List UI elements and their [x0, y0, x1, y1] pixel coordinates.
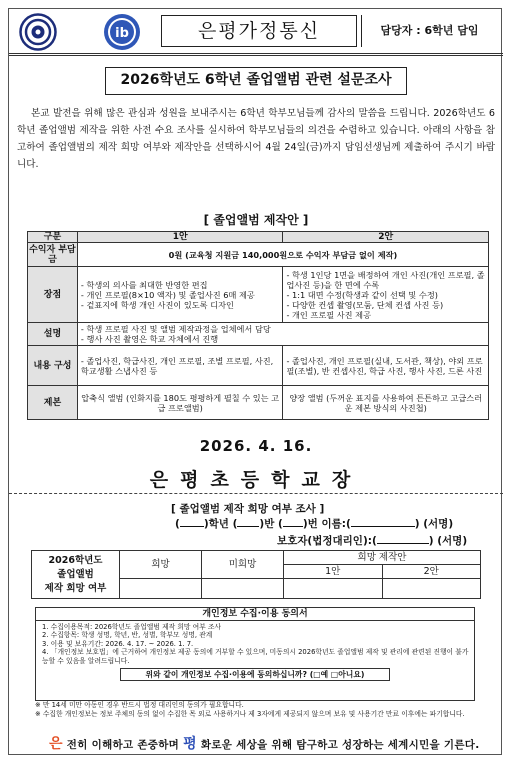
- list-item: - 졸업사진, 학급사진, 개인 프로필, 조별 프로필, 사진, 학교생활 스냅사진 등: [81, 356, 280, 376]
- motto-initial: 평: [183, 736, 197, 752]
- paren-open: (: [371, 535, 377, 547]
- guardian-field[interactable]: [377, 543, 429, 544]
- plan2-binding: 양장 앨범 (두꺼운 표지를 사용하여 튼튼하고 고급스러운 제본 방식의 사진첩): [283, 386, 489, 420]
- number-label: 번: [307, 518, 318, 530]
- row-label: 수익자 부담금: [29, 244, 76, 265]
- row-label: 장점: [28, 267, 78, 323]
- cut-line: [9, 493, 503, 494]
- plan1-checkbox-cell[interactable]: [284, 579, 383, 599]
- survey-title: 2026학년도 6학년 졸업앨범 관련 설문조사: [105, 67, 407, 95]
- plan-header: 희망 제작안: [284, 551, 481, 565]
- consent-no-checkbox[interactable]: □아니요: [330, 670, 361, 680]
- paren-open: (: [175, 518, 180, 530]
- number-field[interactable]: [283, 526, 303, 527]
- list-item: - 개인 프로필(8×10 액자) 및 졸업사진 6매 제공: [81, 290, 280, 300]
- not-want-header: 미희망: [202, 551, 284, 579]
- school-principal: 은평초등학교장: [149, 469, 363, 491]
- name-label: 이름:: [321, 518, 346, 530]
- paren-close: ): [203, 518, 209, 530]
- list-item: 3. 이용 및 보유기간: 2026. 4. 17. ~ 2026. 1. 7.: [42, 639, 194, 648]
- header: [9, 9, 503, 53]
- svg-text:ib: ib: [115, 26, 129, 41]
- list-item: - 행사 사진 촬영은 학교 자체에서 진행: [81, 334, 485, 344]
- newsletter-title: 은평가정통신: [161, 15, 357, 47]
- paren-close: ): [414, 518, 420, 530]
- table-row: [28, 323, 489, 346]
- intro-paragraph: 본교 발전을 위해 많은 관심과 성원을 보내주시는 6학년 학부모님들께 감사의 말씀을 드립니다. 2026학년도 6학년 졸업앨범 제작을 위한 사전 수요 조사를 실시하여 학부모님들의 의견을 수렴하고 있습니다. 아래의 사항을 참고하여 졸업앨범의 제작 희망 여부와 제작안을 선택하시어 4월 24일(금)까지 담임선생님께 제출하여 주시기 바랍니다.: [17, 108, 495, 170]
- plan1-header: 1안: [284, 565, 383, 579]
- header-divider: [9, 53, 503, 56]
- table-row: [28, 243, 489, 267]
- name-field[interactable]: [351, 526, 415, 527]
- school-motto: 은 전히 이해하고 존중하며 평 화로운 세상을 위해 탐구하고 성장하는 세계시민을 기른다.: [49, 736, 480, 752]
- grade-field[interactable]: [180, 526, 204, 527]
- paren-close: ): [259, 518, 265, 530]
- table-row: [28, 346, 489, 386]
- list-item: - 다양한 컨셉 촬영(모둠, 단체 컨셉 사진 등): [286, 300, 485, 310]
- plan1-contents: [77, 346, 283, 386]
- section-heading: [ 졸업앨범 제작안 ]: [203, 213, 309, 227]
- column-header: 구분: [28, 232, 78, 243]
- plan2-checkbox-cell[interactable]: [382, 579, 481, 599]
- reply-heading: [ 졸업앨범 제작 희망 여부 조사 ]: [171, 503, 325, 515]
- album-plan-comparison-table: [27, 231, 489, 420]
- table-header-row: [28, 232, 489, 243]
- class-label: 반: [264, 518, 275, 530]
- sign-label: (서명): [437, 535, 468, 547]
- note-item: ※ 만 14세 미만 아동인 경우 반드시 법정 대리인의 동의가 필요합니다.: [35, 701, 244, 709]
- paren-close: ): [302, 518, 308, 530]
- description-cell: [77, 323, 488, 346]
- paren-open: (: [345, 518, 351, 530]
- paren-open: (: [278, 518, 283, 530]
- sign-label: (서명): [423, 518, 454, 530]
- list-item: - 졸업사진, 개인 프로필(실내, 도서관, 책상), 야외 프로필(조별), 반 컨셉사진, 학급 사진, 행사 사진, 드론 사진: [286, 356, 485, 376]
- notes: [35, 701, 475, 718]
- issue-date: 2026. 4. 16.: [199, 437, 313, 455]
- list-item: 2. 수집항목: 학생 성명, 학년, 반, 성별, 학부모 성명, 관계: [42, 631, 213, 640]
- list-item: - 1:1 대면 수정(학생과 같이 선택 및 수정): [286, 290, 485, 300]
- table-row: [28, 386, 489, 420]
- plan2-advantages: [283, 267, 489, 323]
- table-row: [28, 267, 489, 323]
- teacher-in-charge: 담당자 : 6학년 담임: [361, 15, 497, 47]
- column-header: 1안: [77, 232, 283, 243]
- list-item: - 겉표지에 학생 개인 사진이 있도록 디자인: [81, 300, 280, 310]
- ib-world-school-icon: [103, 13, 141, 51]
- consent-yes-checkbox[interactable]: □예: [313, 670, 329, 680]
- school-emblem-icon: [19, 13, 57, 51]
- plan2-contents: [283, 346, 489, 386]
- privacy-heading: 개인정보 수집·이용 동의서: [36, 608, 474, 621]
- list-item: - 학생 프로필 사진 및 앨범 제작과정을 업체에서 담당: [81, 324, 485, 334]
- student-info-line: [175, 516, 453, 531]
- grade-label: 학년: [208, 518, 229, 530]
- motto-initial: 은: [49, 736, 63, 752]
- column-header: 2안: [283, 232, 489, 243]
- newsletter-page: [8, 8, 502, 755]
- not-want-checkbox-cell[interactable]: [202, 579, 284, 599]
- list-item: - 개인 프로필 사진 제공: [286, 310, 485, 320]
- want-header: 희망: [120, 551, 202, 579]
- note-item: ※ 수집한 개인정보는 정보 주체의 동의 없이 수집한 목 외로 사용하거나 제 3자에게 제공되지 않으며 보유 및 사용기간 만료 이후에는 파기합니다.: [35, 709, 465, 718]
- row-label: 내용 구성: [28, 346, 78, 386]
- plan1-advantages: [77, 267, 283, 323]
- preference-side-label: 2026학년도 졸업앨범 제작 희망 여부: [32, 551, 120, 599]
- row-label: 설명: [28, 323, 78, 346]
- list-item: - 학생의 의사를 최대한 반영한 편집: [81, 280, 280, 290]
- privacy-consent-box: [35, 607, 475, 701]
- guardian-label: 보호자(법정대리인):: [277, 535, 372, 547]
- cost-cell: 0원 (교육청 지원금 140,000원으로 수익자 부담금 없이 제작): [77, 243, 488, 267]
- list-item: 1. 수집이용목적: 2026학년도 졸업앨범 제작 희망 여부 조사: [42, 623, 222, 631]
- list-item: 4. 「개인정보 보호법」에 근거하여 개인정보 제공 동의에 거부할 수 있으며, 미동의시 2026학년도 졸업앨범 제작 및 관리에 관련된 진행이 불가능할 수 있음을 알려드립니다.: [42, 648, 469, 665]
- class-field[interactable]: [237, 526, 259, 527]
- paren-close: ): [428, 535, 434, 547]
- want-checkbox-cell[interactable]: [120, 579, 202, 599]
- list-item: - 학생 1인당 1면을 배정하여 개인 사진(개인 프로필, 졸업사진 등)을 한 면에 수록: [286, 270, 485, 290]
- preference-table: [31, 550, 481, 599]
- plan1-binding: 압축식 앨범 (인화지를 180도 평평하게 펼칠 수 있는 고급 프로앨범): [77, 386, 283, 420]
- paren-open: (: [232, 518, 238, 530]
- consent-question: 위와 같이 개인정보 수집·이용에 동의하십니까? (□예 □아니요): [120, 668, 390, 681]
- row-label: 제본: [28, 386, 78, 420]
- plan2-header: 2안: [382, 565, 481, 579]
- guardian-line: [277, 533, 467, 548]
